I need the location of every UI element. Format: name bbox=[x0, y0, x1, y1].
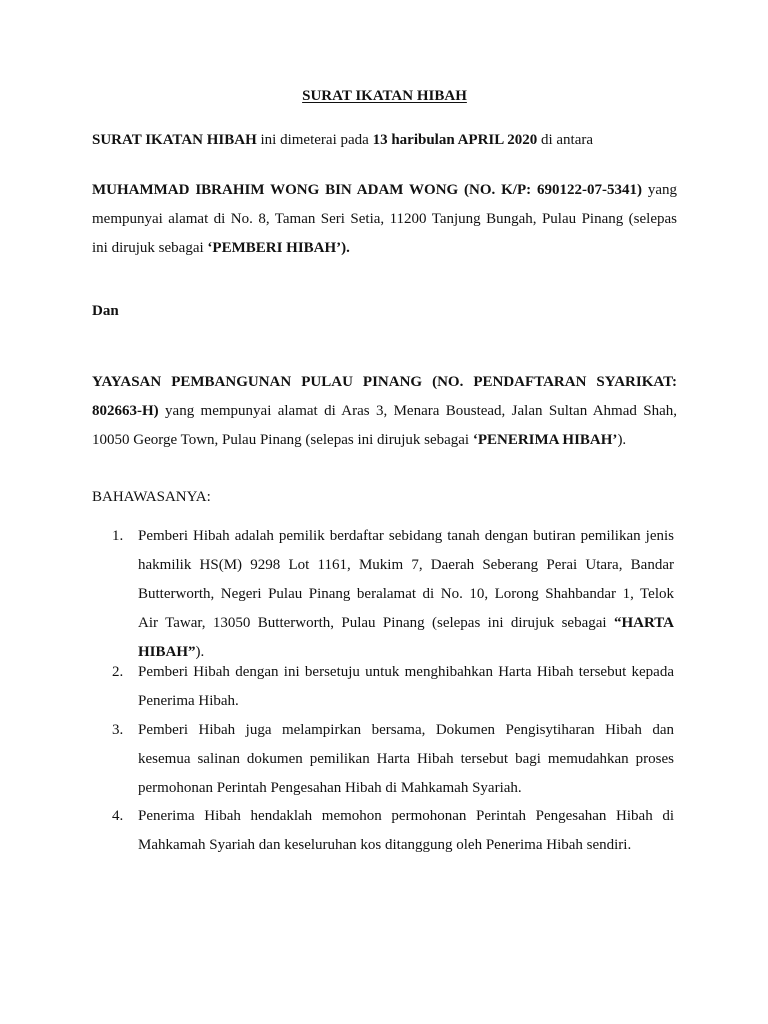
list-item-line: Pemberi Hibah adalah pemilik berdaftar sebidang tanah dengan butiran pemilikan jenis bbox=[138, 528, 674, 544]
party1-name: MUHAMMAD IBRAHIM WONG BIN ADAM WONG (NO. K/P: 690122-07-5341) bbox=[92, 182, 642, 198]
intro-paragraph bbox=[92, 126, 677, 155]
list-item-line: Pemberi Hibah juga melampirkan bersama, Dokumen Pengisytiharan Hibah dan bbox=[138, 722, 674, 738]
dan-label: Dan bbox=[92, 303, 119, 319]
party1-line2: mempunyai alamat di No. 8, Taman Seri Setia, 11200 Tanjung Bungah, Pulau Pinang (selepas bbox=[92, 211, 677, 227]
party1-line1 bbox=[92, 176, 677, 205]
party2-line1 bbox=[92, 368, 677, 397]
intro-text: ini dimeterai pada bbox=[256, 132, 373, 148]
list-item-number: 4. bbox=[112, 808, 124, 824]
party1-line3 bbox=[92, 234, 677, 263]
intro-date: 13 haribulan APRIL 2020 bbox=[372, 132, 538, 148]
list-item-body bbox=[138, 522, 674, 667]
party2-line2 bbox=[92, 397, 677, 426]
party2-reg-no: 802663-H) bbox=[92, 403, 159, 419]
harta-label-part2: HIBAH” bbox=[138, 644, 196, 660]
list-item-line: Butterworth, Negeri Pulau Pinang beralamat di No. 10, Lorong Shahbandar 1, Telok bbox=[138, 586, 674, 602]
list-item-body bbox=[138, 802, 674, 860]
list-item-line: hakmilik HS(M) 9298 Lot 1161, Mukim 7, Daerah Seberang Perai Utara, Bandar bbox=[138, 557, 674, 573]
party2-line2-text: yang mempunyai alamat di Aras 3, Menara Boustead, Jalan Sultan Ahmad Shah, bbox=[158, 403, 677, 419]
dan-paragraph bbox=[92, 297, 677, 326]
list-item-line: Penerima Hibah. bbox=[138, 693, 239, 709]
harta-label-part1: “HARTA bbox=[613, 615, 674, 631]
list-item-line: Mahkamah Syariah dan keseluruhan kos ditanggung oleh Penerima Hibah sendiri. bbox=[138, 837, 632, 853]
party2-label: ‘PENERIMA HIBAH’ bbox=[472, 432, 618, 448]
list-item-line: Penerima Hibah hendaklah memohon permohonan Perintah Pengesahan Hibah di bbox=[138, 808, 674, 824]
list-item-body bbox=[138, 658, 674, 716]
list-item-number: 3. bbox=[112, 722, 124, 738]
list-item-line bbox=[138, 609, 674, 638]
party1-label: ‘PEMBERI HIBAH’). bbox=[207, 240, 350, 256]
party2-line3-end: ). bbox=[617, 432, 627, 448]
party1-line3-text: ini dirujuk sebagai bbox=[92, 240, 208, 256]
party2-paragraph bbox=[92, 368, 677, 455]
party2-line3-text: 10050 George Town, Pulau Pinang (selepas ini dirujuk sebagai bbox=[92, 432, 473, 448]
bahawasanya-label: BAHAWASANYA: bbox=[92, 489, 211, 505]
list-item-number: 1. bbox=[112, 528, 124, 544]
intro-text-end: di antara bbox=[537, 132, 594, 148]
list-item-line: kesemua salinan dokumen pemilikan Harta Hibah tersebut bagi memudahkan proses bbox=[138, 751, 674, 767]
list-item-text: Air Tawar, 13050 Butterworth, Pulau Pinang (selepas ini dirujuk sebagai bbox=[138, 615, 614, 631]
list-item-line: permohonan Perintah Pengesahan Hibah di Mahkamah Syariah. bbox=[138, 780, 522, 796]
party1-paragraph bbox=[92, 176, 677, 263]
list-item-text-end: ). bbox=[195, 644, 205, 660]
party2-name: YAYASAN PEMBANGUNAN PULAU PINANG (NO. PENDAFTARAN SYARIKAT: bbox=[92, 374, 677, 390]
party2-line3 bbox=[92, 426, 677, 455]
list-item-body bbox=[138, 716, 674, 803]
list-item-line: Pemberi Hibah dengan ini bersetuju untuk menghibahkan Harta Hibah tersebut kepada bbox=[138, 664, 674, 680]
intro-line bbox=[92, 126, 677, 155]
document-page bbox=[92, 0, 677, 1024]
document-title: SURAT IKATAN HIBAH bbox=[302, 88, 467, 104]
intro-bold-title: SURAT IKATAN HIBAH bbox=[92, 132, 257, 148]
bahawasanya-paragraph bbox=[92, 483, 677, 512]
list-item-number: 2. bbox=[112, 664, 124, 680]
party1-line1-text: yang bbox=[641, 182, 677, 198]
